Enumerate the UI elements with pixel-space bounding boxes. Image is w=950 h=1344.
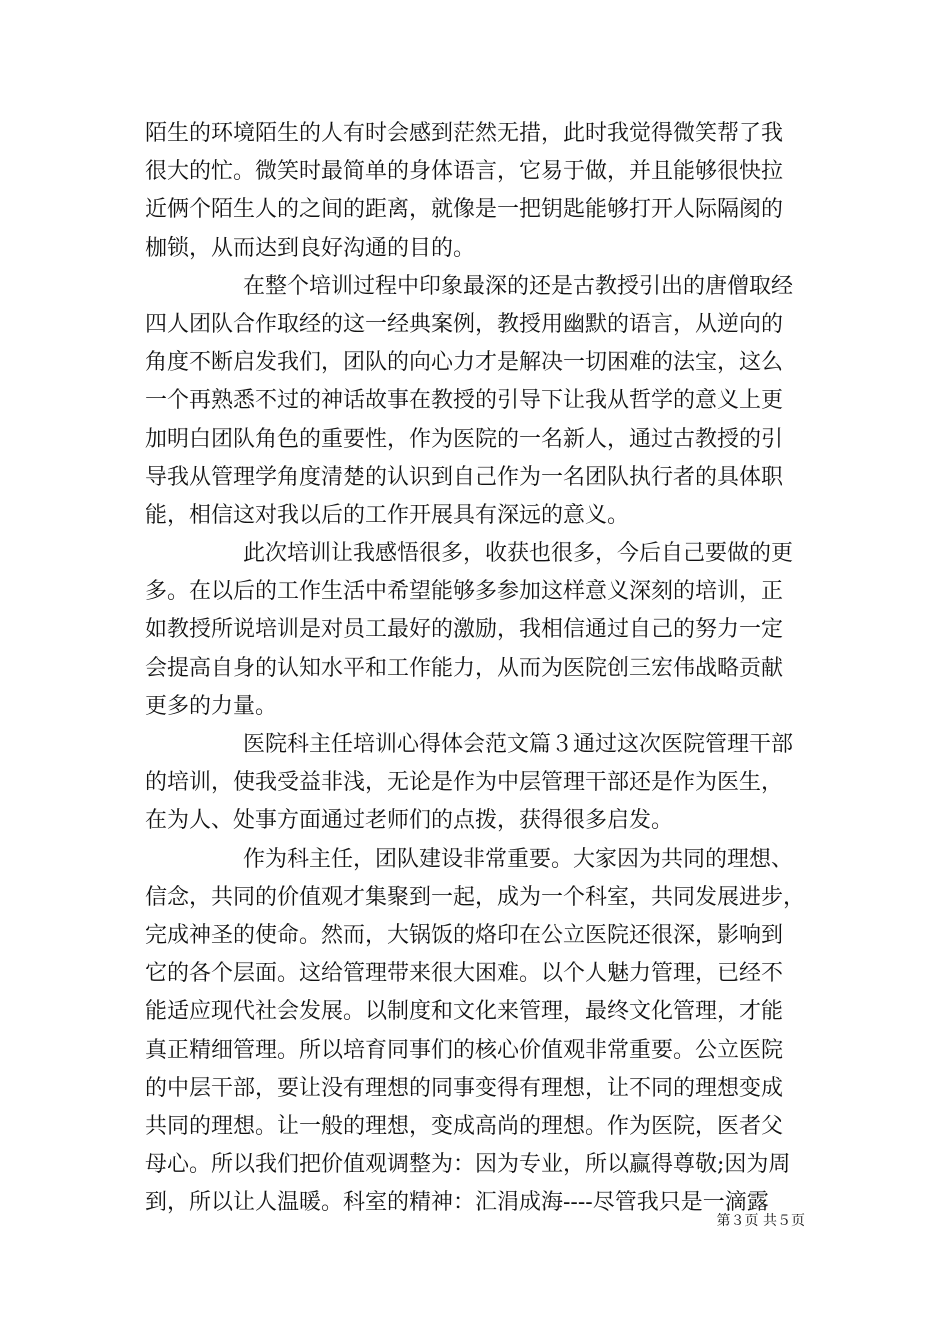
text-line: 加明白团队角色的重要性，作为医院的一名新人，通过古教授的引 [145,426,784,452]
text-line: 此次培训让我感悟很多，收获也很多，今后自己要做的更 [243,541,794,567]
paragraph-5 [145,841,810,1223]
text-line: 陌生的环境陌生的人有时会感到茫然无措，此时我觉得微笑帮了我 [145,121,784,146]
text-line: 能适应现代社会发展。以制度和文化来管理，最终文化管理，才能 [145,999,784,1025]
text-line: 近俩个陌生人的之间的距离，就像是一把钥匙能够打开人际隔阂的 [145,197,784,223]
text-line: 作为科主任，团队建设非常重要。大家因为共同的理想、 [243,846,794,872]
text-line: 在整个培训过程中印象最深的还是古教授引出的唐僧取经 [243,273,794,299]
document-body [145,115,810,1222]
text-line: 会提高自身的认知水平和工作能力，从而为医院创三宏伟战略贡献 [145,655,784,681]
text-line: 完成神圣的使命。然而，大锅饭的烙印在公立医院还很深，影响到 [145,922,784,948]
text-line: 更多的力量。 [145,693,278,719]
text-line: 的培训，使我受益非浅，无论是作为中层管理干部还是作为医生， [145,770,784,796]
text-line: 角度不断启发我们，团队的向心力才是解决一切困难的法宝，这么 [145,350,784,376]
text-line: 母心。所以我们把价值观调整为：因为专业，所以赢得尊敬;因为周 [145,1152,791,1178]
page-number: 第３页 共５页 [716,1213,805,1229]
paragraph-1 [145,115,810,268]
text-line: 到，所以让人温暖。科室的精神：汇涓成海----尽管我只是一滴露 [145,1190,769,1216]
text-line: 在为人、处事方面通过老师们的点拨，获得很多启发。 [145,808,674,834]
paragraph-4 [145,726,810,841]
text-line: 很大的忙。微笑时最简单的身体语言，它易于做，并且能够很快拉 [145,159,784,185]
paragraph-3 [145,535,810,726]
text-line: 能，相信这对我以后的工作开展具有深远的意义。 [145,502,630,528]
text-line: 一个再熟悉不过的神话故事在教授的引导下让我从哲学的意义上更 [145,388,784,414]
text-line: 四人团队合作取经的这一经典案例，教授用幽默的语言，从逆向的 [145,311,784,337]
text-line: 真正精细管理。所以培育同事们的核心价值观非常重要。公立医院 [145,1037,784,1063]
text-line: 多。在以后的工作生活中希望能够多参加这样意义深刻的培训，正 [145,579,784,605]
text-line: 导我从管理学角度清楚的认识到自己作为一名团队执行者的具体职 [145,464,784,490]
text-line: 共同的理想。让一般的理想，变成高尚的理想。作为医院，医者父 [145,1113,784,1139]
paragraph-2 [145,268,810,535]
text-line: 的中层干部，要让没有理想的同事变得有理想，让不同的理想变成 [145,1075,784,1101]
text-line: 医院科主任培训心得体会范文篇３通过这次医院管理干部 [243,732,794,757]
text-line: 如教授所说培训是对员工最好的激励，我相信通过自己的努力一定 [145,617,784,643]
text-line: 枷锁，从而达到良好沟通的目的。 [145,235,476,261]
text-line: 信念，共同的价值观才集聚到一起，成为一个科室，共同发展进步， [145,884,806,910]
text-line: 它的各个层面。这给管理带来很大困难。以个人魅力管理，已经不 [145,961,784,987]
